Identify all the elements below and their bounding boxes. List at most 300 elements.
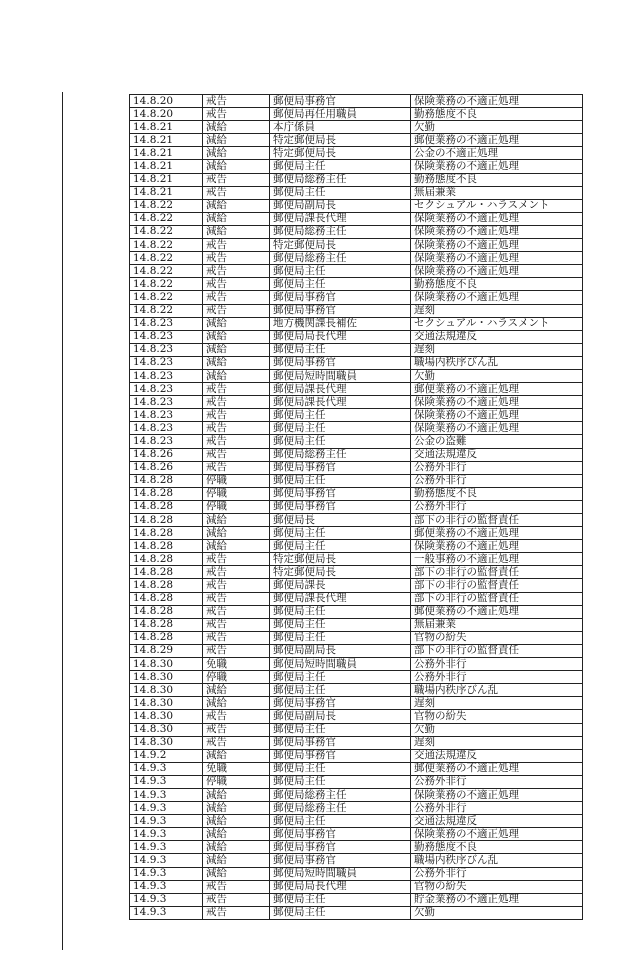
- table-row: [130, 579, 583, 592]
- record-reason: 部下の非行の監督責任: [411, 514, 583, 527]
- record-position: 郵便局主任: [270, 160, 411, 173]
- record-reason: 部下の非行の監督責任: [411, 592, 583, 605]
- record-reason: 保険業務の不適正処理: [411, 828, 583, 841]
- record-reason: 保険業務の不適正処理: [411, 225, 583, 238]
- table-row: [130, 631, 583, 644]
- table-row: [130, 880, 583, 893]
- record-action: 戒告: [203, 710, 270, 723]
- table-row: [130, 658, 583, 671]
- record-reason: 公務外非行: [411, 671, 583, 684]
- table-row: [130, 854, 583, 867]
- record-position: 郵便局課長代理: [270, 383, 411, 396]
- record-date: 14.8.28: [130, 474, 203, 487]
- record-action: 減給: [203, 343, 270, 356]
- table-row: [130, 893, 583, 906]
- record-action: 戒告: [203, 95, 270, 108]
- table-row: [130, 212, 583, 225]
- table-row: [130, 527, 583, 540]
- record-position: 郵便局主任: [270, 265, 411, 278]
- table-row: [130, 239, 583, 252]
- record-date: 14.8.22: [130, 265, 203, 278]
- record-reason: 交通法規違反: [411, 448, 583, 461]
- record-action: 免職: [203, 762, 270, 775]
- record-action: 減給: [203, 684, 270, 697]
- record-reason: 公務外非行: [411, 658, 583, 671]
- record-date: 14.8.23: [130, 409, 203, 422]
- table-row: [130, 330, 583, 343]
- record-position: 郵便局主任: [270, 540, 411, 553]
- record-position: 郵便局主任: [270, 775, 411, 788]
- record-date: 14.8.22: [130, 225, 203, 238]
- record-position: 郵便局事務官: [270, 95, 411, 108]
- record-date: 14.8.23: [130, 396, 203, 409]
- record-position: 郵便局事務官: [270, 461, 411, 474]
- table-row: [130, 828, 583, 841]
- record-reason: 勤務態度不良: [411, 278, 583, 291]
- record-date: 14.8.23: [130, 369, 203, 382]
- record-action: 戒告: [203, 644, 270, 657]
- table-row: [130, 396, 583, 409]
- record-action: 減給: [203, 514, 270, 527]
- record-position: 郵便局主任: [270, 343, 411, 356]
- table-row: [130, 304, 583, 317]
- record-action: 減給: [203, 199, 270, 212]
- record-date: 14.8.21: [130, 134, 203, 147]
- table-row: [130, 252, 583, 265]
- record-position: 郵便局総務主任: [270, 252, 411, 265]
- record-action: 戒告: [203, 108, 270, 121]
- record-date: 14.8.30: [130, 710, 203, 723]
- table-row: [130, 369, 583, 382]
- record-position: 郵便局主任: [270, 893, 411, 906]
- table-row: [130, 762, 583, 775]
- record-action: 戒告: [203, 605, 270, 618]
- record-action: 戒告: [203, 461, 270, 474]
- record-position: 特定郵便局長: [270, 147, 411, 160]
- record-reason: 勤務態度不良: [411, 173, 583, 186]
- table-row: [130, 788, 583, 801]
- record-date: 14.8.21: [130, 147, 203, 160]
- record-date: 14.8.28: [130, 527, 203, 540]
- record-date: 14.9.3: [130, 841, 203, 854]
- record-reason: 職場内秩序びん乱: [411, 684, 583, 697]
- table-row: [130, 736, 583, 749]
- record-action: 減給: [203, 356, 270, 369]
- record-date: 14.9.3: [130, 788, 203, 801]
- record-date: 14.8.23: [130, 317, 203, 330]
- table-row: [130, 225, 583, 238]
- record-date: 14.9.3: [130, 775, 203, 788]
- record-reason: 郵便業務の不適正処理: [411, 383, 583, 396]
- record-reason: 保険業務の不適正処理: [411, 291, 583, 304]
- record-action: 戒告: [203, 396, 270, 409]
- record-position: 郵便局局長代理: [270, 330, 411, 343]
- record-position: 郵便局副局長: [270, 644, 411, 657]
- record-position: 郵便局主任: [270, 422, 411, 435]
- record-date: 14.8.28: [130, 579, 203, 592]
- record-position: 郵便局事務官: [270, 697, 411, 710]
- record-action: 停職: [203, 500, 270, 513]
- table-row: [130, 867, 583, 880]
- record-action: 戒告: [203, 186, 270, 199]
- record-reason: 部下の非行の監督責任: [411, 566, 583, 579]
- record-position: 郵便局主任: [270, 186, 411, 199]
- record-position: 特定郵便局長: [270, 239, 411, 252]
- record-position: 郵便局主任: [270, 278, 411, 291]
- table-row: [130, 409, 583, 422]
- record-position: 郵便局主任: [270, 605, 411, 618]
- record-position: 郵便局副局長: [270, 199, 411, 212]
- record-reason: 無届兼業: [411, 618, 583, 631]
- record-action: 戒告: [203, 304, 270, 317]
- record-reason: 勤務態度不良: [411, 487, 583, 500]
- table-row: [130, 540, 583, 553]
- record-date: 14.8.30: [130, 684, 203, 697]
- record-position: 郵便局事務官: [270, 736, 411, 749]
- record-reason: 遅刻: [411, 697, 583, 710]
- record-date: 14.8.30: [130, 736, 203, 749]
- record-action: 減給: [203, 749, 270, 762]
- record-position: 郵便局総務主任: [270, 448, 411, 461]
- record-action: 減給: [203, 854, 270, 867]
- record-position: 郵便局事務官: [270, 749, 411, 762]
- record-reason: 貯金業務の不適正処理: [411, 893, 583, 906]
- record-date: 14.8.28: [130, 500, 203, 513]
- record-position: 郵便局事務官: [270, 291, 411, 304]
- record-reason: 公務外非行: [411, 775, 583, 788]
- table-row: [130, 815, 583, 828]
- record-action: 減給: [203, 788, 270, 801]
- record-date: 14.8.23: [130, 435, 203, 448]
- record-position: 郵便局事務官: [270, 854, 411, 867]
- record-action: 戒告: [203, 723, 270, 736]
- record-reason: 公務外非行: [411, 474, 583, 487]
- record-action: 戒告: [203, 278, 270, 291]
- table-row: [130, 749, 583, 762]
- record-date: 14.9.3: [130, 762, 203, 775]
- record-date: 14.9.3: [130, 906, 203, 919]
- table-row: [130, 173, 583, 186]
- record-reason: 無届兼業: [411, 186, 583, 199]
- table-row: [130, 356, 583, 369]
- record-position: 郵便局事務官: [270, 828, 411, 841]
- record-reason: 保険業務の不適正処理: [411, 265, 583, 278]
- record-action: 減給: [203, 540, 270, 553]
- record-position: 郵便局短時間職員: [270, 867, 411, 880]
- record-position: 特定郵便局長: [270, 566, 411, 579]
- record-reason: 交通法規違反: [411, 815, 583, 828]
- record-position: 郵便局主任: [270, 474, 411, 487]
- record-position: 郵便局課長: [270, 579, 411, 592]
- record-date: 14.8.21: [130, 186, 203, 199]
- record-position: 郵便局主任: [270, 409, 411, 422]
- record-reason: 郵便業務の不適正処理: [411, 527, 583, 540]
- record-date: 14.8.21: [130, 173, 203, 186]
- record-reason: 遅刻: [411, 304, 583, 317]
- record-date: 14.8.23: [130, 356, 203, 369]
- table-row: [130, 186, 583, 199]
- record-date: 14.8.28: [130, 618, 203, 631]
- table-row: [130, 644, 583, 657]
- record-reason: 保険業務の不適正処理: [411, 540, 583, 553]
- record-action: 戒告: [203, 553, 270, 566]
- table-row: [130, 383, 583, 396]
- record-reason: セクシュアル・ハラスメント: [411, 317, 583, 330]
- disciplinary-records-table: [129, 94, 583, 920]
- record-reason: 保険業務の不適正処理: [411, 409, 583, 422]
- record-reason: 欠勤: [411, 121, 583, 134]
- record-date: 14.8.23: [130, 383, 203, 396]
- record-date: 14.9.3: [130, 828, 203, 841]
- record-date: 14.8.22: [130, 304, 203, 317]
- record-reason: 遅刻: [411, 343, 583, 356]
- record-action: 減給: [203, 160, 270, 173]
- record-action: 戒告: [203, 893, 270, 906]
- record-action: 減給: [203, 697, 270, 710]
- record-date: 14.8.28: [130, 514, 203, 527]
- record-action: 減給: [203, 369, 270, 382]
- table-row: [130, 487, 583, 500]
- record-date: 14.8.30: [130, 723, 203, 736]
- record-action: 減給: [203, 841, 270, 854]
- record-date: 14.8.30: [130, 671, 203, 684]
- record-action: 減給: [203, 121, 270, 134]
- record-date: 14.8.28: [130, 553, 203, 566]
- record-action: 戒告: [203, 265, 270, 278]
- record-reason: 遅刻: [411, 736, 583, 749]
- record-position: 郵便局事務官: [270, 356, 411, 369]
- record-action: 戒告: [203, 173, 270, 186]
- record-position: 郵便局総務主任: [270, 225, 411, 238]
- record-position: 郵便局副局長: [270, 710, 411, 723]
- record-position: 郵便局再任用職員: [270, 108, 411, 121]
- record-reason: 勤務態度不良: [411, 108, 583, 121]
- table-row: [130, 160, 583, 173]
- table-row: [130, 474, 583, 487]
- table-row: [130, 422, 583, 435]
- record-position: 郵便局主任: [270, 435, 411, 448]
- record-action: 停職: [203, 474, 270, 487]
- table-row: [130, 684, 583, 697]
- records-body: [130, 95, 583, 920]
- record-position: 郵便局事務官: [270, 841, 411, 854]
- record-reason: 欠勤: [411, 906, 583, 919]
- record-date: 14.9.3: [130, 802, 203, 815]
- record-date: 14.9.3: [130, 867, 203, 880]
- record-action: 減給: [203, 802, 270, 815]
- record-reason: 保険業務の不適正処理: [411, 788, 583, 801]
- record-action: 減給: [203, 330, 270, 343]
- record-date: 14.8.22: [130, 291, 203, 304]
- record-action: 免職: [203, 658, 270, 671]
- record-reason: セクシュアル・ハラスメント: [411, 199, 583, 212]
- table-row: [130, 435, 583, 448]
- record-position: 郵便局総務主任: [270, 802, 411, 815]
- table-row: [130, 121, 583, 134]
- record-position: 郵便局事務官: [270, 500, 411, 513]
- table-row: [130, 461, 583, 474]
- record-reason: 交通法規違反: [411, 330, 583, 343]
- table-row: [130, 605, 583, 618]
- record-reason: 欠勤: [411, 369, 583, 382]
- table-row: [130, 553, 583, 566]
- record-date: 14.8.23: [130, 330, 203, 343]
- record-reason: 郵便業務の不適正処理: [411, 605, 583, 618]
- record-action: 戒告: [203, 579, 270, 592]
- record-date: 14.8.20: [130, 95, 203, 108]
- record-position: 郵便局局長代理: [270, 880, 411, 893]
- record-reason: 職場内秩序びん乱: [411, 854, 583, 867]
- record-reason: 部下の非行の監督責任: [411, 644, 583, 657]
- record-date: 14.9.2: [130, 749, 203, 762]
- record-action: 戒告: [203, 409, 270, 422]
- record-position: 郵便局課長代理: [270, 212, 411, 225]
- record-position: 郵便局主任: [270, 631, 411, 644]
- record-reason: 公務外非行: [411, 867, 583, 880]
- record-date: 14.8.23: [130, 422, 203, 435]
- record-date: 14.8.22: [130, 199, 203, 212]
- record-action: 戒告: [203, 448, 270, 461]
- table-row: [130, 448, 583, 461]
- record-reason: 公金の盗難: [411, 435, 583, 448]
- record-position: 郵便局主任: [270, 618, 411, 631]
- record-action: 戒告: [203, 252, 270, 265]
- record-position: 地方機関課長補佐: [270, 317, 411, 330]
- record-position: 本庁係員: [270, 121, 411, 134]
- table-row: [130, 95, 583, 108]
- record-action: 戒告: [203, 383, 270, 396]
- record-date: 14.8.28: [130, 487, 203, 500]
- table-row: [130, 802, 583, 815]
- table-row: [130, 671, 583, 684]
- record-reason: 保険業務の不適正処理: [411, 239, 583, 252]
- record-position: 郵便局主任: [270, 906, 411, 919]
- record-action: 減給: [203, 828, 270, 841]
- table-row: [130, 199, 583, 212]
- record-action: 減給: [203, 527, 270, 540]
- record-action: 減給: [203, 225, 270, 238]
- record-action: 減給: [203, 317, 270, 330]
- record-reason: 公務外非行: [411, 461, 583, 474]
- record-reason: 郵便業務の不適正処理: [411, 762, 583, 775]
- record-action: 戒告: [203, 592, 270, 605]
- record-date: 14.8.22: [130, 239, 203, 252]
- table-row: [130, 147, 583, 160]
- record-action: 戒告: [203, 566, 270, 579]
- record-reason: 公金の不適正処理: [411, 147, 583, 160]
- record-reason: 欠勤: [411, 723, 583, 736]
- record-position: 郵便局短時間職員: [270, 369, 411, 382]
- record-date: 14.8.28: [130, 540, 203, 553]
- table-row: [130, 134, 583, 147]
- record-reason: 官物の紛失: [411, 631, 583, 644]
- record-reason: 公務外非行: [411, 500, 583, 513]
- record-action: 戒告: [203, 906, 270, 919]
- record-reason: 保険業務の不適正処理: [411, 422, 583, 435]
- record-action: 戒告: [203, 631, 270, 644]
- table-row: [130, 723, 583, 736]
- record-reason: 保険業務の不適正処理: [411, 212, 583, 225]
- record-action: 戒告: [203, 618, 270, 631]
- record-position: 郵便局主任: [270, 723, 411, 736]
- table-row: [130, 514, 583, 527]
- record-action: 減給: [203, 815, 270, 828]
- record-action: 停職: [203, 487, 270, 500]
- record-date: 14.8.22: [130, 278, 203, 291]
- record-date: 14.8.21: [130, 160, 203, 173]
- record-date: 14.9.3: [130, 880, 203, 893]
- record-reason: 交通法規違反: [411, 749, 583, 762]
- table-row: [130, 906, 583, 919]
- record-reason: 官物の紛失: [411, 710, 583, 723]
- record-reason: 一般事務の不適正処理: [411, 553, 583, 566]
- record-reason: 保険業務の不適正処理: [411, 252, 583, 265]
- record-action: 減給: [203, 134, 270, 147]
- record-position: 郵便局主任: [270, 815, 411, 828]
- record-reason: 保険業務の不適正処理: [411, 95, 583, 108]
- record-action: 戒告: [203, 736, 270, 749]
- table-row: [130, 278, 583, 291]
- record-date: 14.8.26: [130, 448, 203, 461]
- record-date: 14.8.29: [130, 644, 203, 657]
- table-row: [130, 618, 583, 631]
- record-position: 郵便局主任: [270, 671, 411, 684]
- record-reason: 保険業務の不適正処理: [411, 396, 583, 409]
- record-date: 14.9.3: [130, 815, 203, 828]
- record-position: 郵便局長: [270, 514, 411, 527]
- record-reason: 郵便業務の不適正処理: [411, 134, 583, 147]
- record-date: 14.8.28: [130, 631, 203, 644]
- record-reason: 職場内秩序びん乱: [411, 356, 583, 369]
- table-row: [130, 710, 583, 723]
- record-position: 郵便局主任: [270, 762, 411, 775]
- record-date: 14.8.28: [130, 592, 203, 605]
- table-row: [130, 775, 583, 788]
- table-row: [130, 265, 583, 278]
- record-position: 郵便局総務主任: [270, 788, 411, 801]
- record-date: 14.8.21: [130, 121, 203, 134]
- table-row: [130, 566, 583, 579]
- table-row: [130, 343, 583, 356]
- table-row: [130, 291, 583, 304]
- record-position: 特定郵便局長: [270, 134, 411, 147]
- record-position: 郵便局主任: [270, 684, 411, 697]
- record-action: 戒告: [203, 291, 270, 304]
- record-position: 郵便局総務主任: [270, 173, 411, 186]
- table-row: [130, 697, 583, 710]
- record-position: 郵便局事務官: [270, 487, 411, 500]
- record-action: 減給: [203, 867, 270, 880]
- record-action: 減給: [203, 147, 270, 160]
- record-date: 14.8.30: [130, 658, 203, 671]
- record-position: 郵便局課長代理: [270, 592, 411, 605]
- table-row: [130, 592, 583, 605]
- record-date: 14.8.30: [130, 697, 203, 710]
- record-action: 戒告: [203, 880, 270, 893]
- record-date: 14.8.20: [130, 108, 203, 121]
- record-action: 戒告: [203, 239, 270, 252]
- table-row: [130, 500, 583, 513]
- table-row: [130, 841, 583, 854]
- record-date: 14.8.26: [130, 461, 203, 474]
- record-reason: 部下の非行の監督責任: [411, 579, 583, 592]
- record-date: 14.8.28: [130, 566, 203, 579]
- record-date: 14.8.28: [130, 605, 203, 618]
- record-action: 戒告: [203, 422, 270, 435]
- record-date: 14.8.23: [130, 343, 203, 356]
- record-date: 14.8.22: [130, 252, 203, 265]
- record-position: 郵便局主任: [270, 527, 411, 540]
